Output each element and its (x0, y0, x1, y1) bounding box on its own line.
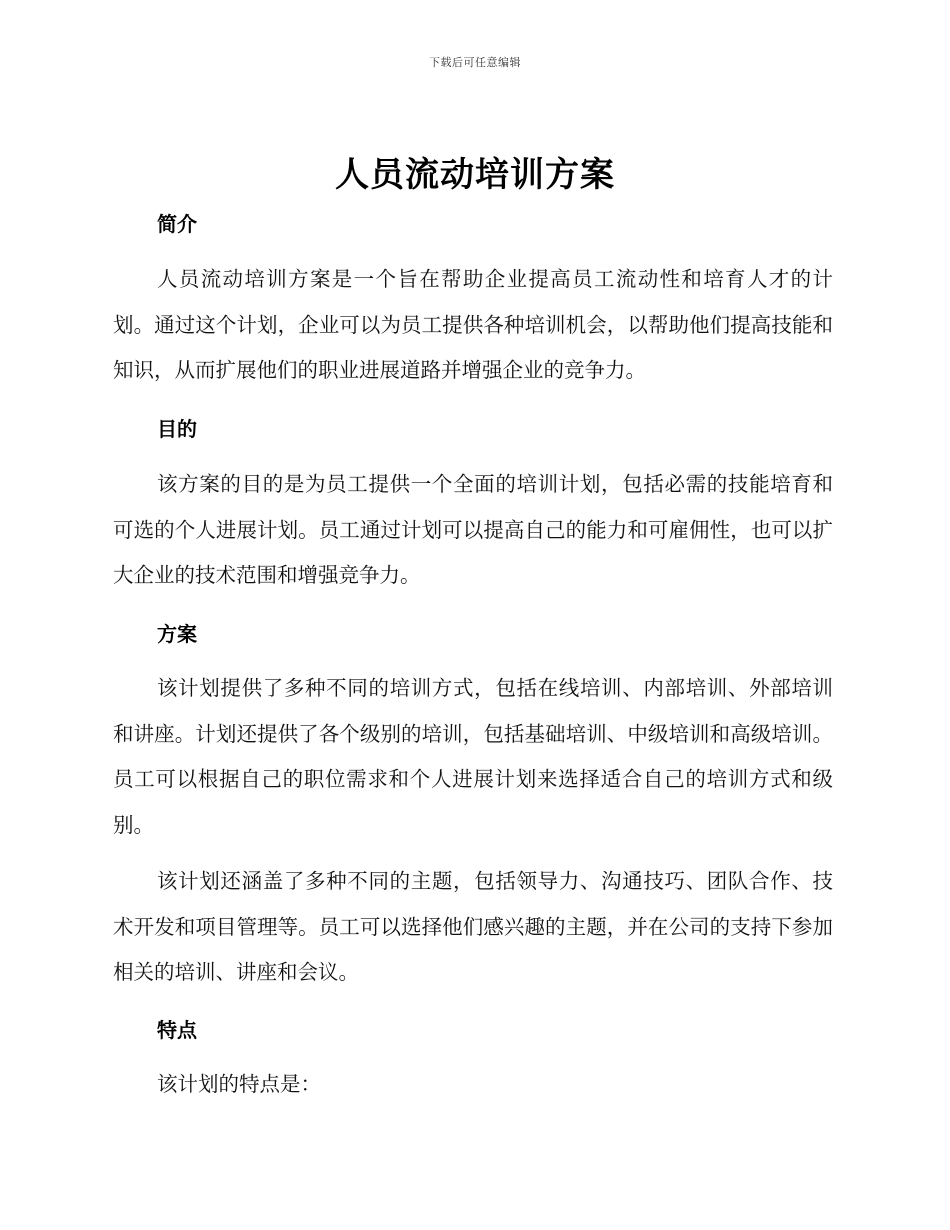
paragraph-intro: 人员流动培训方案是一个旨在帮助企业提高员工流动性和培育人才的计划。通过这个计划，企业可以为员工提供各种培训机会，以帮助他们提高技能和知识，从而扩展他们的职业进展道路并增强企业的竞争力。 (113, 267, 833, 382)
section-heading-plan: 方案 (157, 622, 197, 646)
paragraph-features: 该计划的特点是： (157, 1072, 321, 1096)
paragraph-plan-methods: 该计划提供了多种不同的培训方式，包括在线培训、内部培训、外部培训和讲座。计划还提供了各个级别的培训，包括基础培训、中级培训和高级培训。员工可以根据自己的职位需求和个人进展计划来选择适合自己的培训方式和级别。 (113, 676, 833, 837)
section-heading-intro: 简介 (157, 212, 197, 236)
paragraph-plan-topics: 该计划还涵盖了多种不同的主题，包括领导力、沟通技巧、团队合作、技术开发和项目管理等。员工可以选择他们感兴趣的主题，并在公司的支持下参加相关的培训、讲座和会议。 (113, 869, 833, 984)
header-note: 下载后可任意编辑 (429, 56, 521, 69)
document-title: 人员流动培训方案 (335, 155, 615, 195)
section-heading-purpose: 目的 (157, 417, 197, 441)
paragraph-purpose: 该方案的目的是为员工提供一个全面的培训计划，包括必需的技能培育和可选的个人进展计划。员工通过计划可以提高自己的能力和可雇佣性，也可以扩大企业的技术范围和增强竞争力。 (113, 472, 833, 587)
section-heading-features: 特点 (157, 1018, 197, 1042)
